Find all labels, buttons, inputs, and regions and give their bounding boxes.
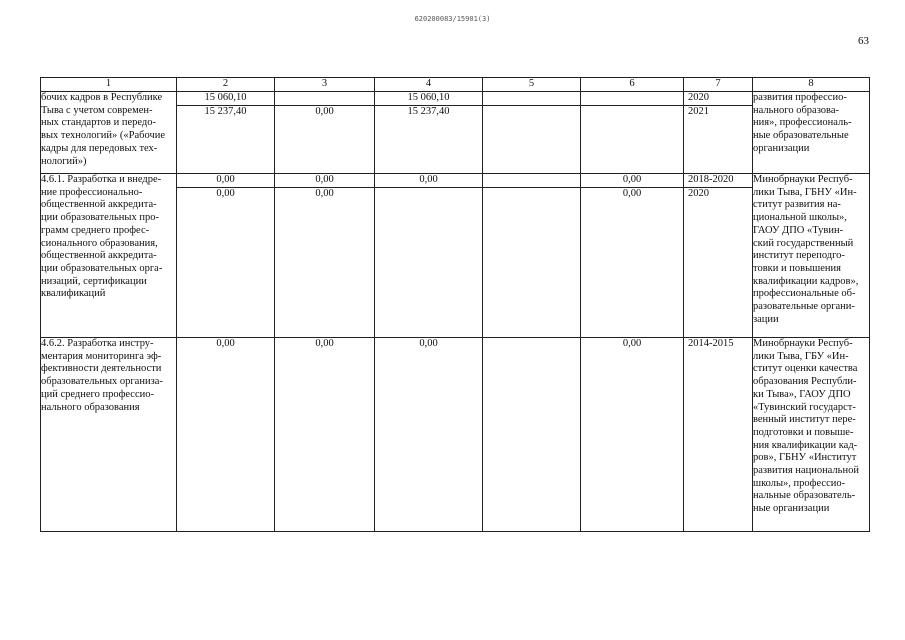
text-line: образовательных организа- [41, 376, 163, 388]
cell-col-8 [753, 174, 870, 338]
column-header: 6 [581, 78, 684, 92]
period-value: 2021 [688, 105, 709, 117]
cell-col-5 [483, 338, 581, 532]
text-line: зации [753, 313, 779, 325]
text-line: вых технологий» («Рабочие [41, 130, 166, 142]
amount-value: 15 237,40 [204, 105, 247, 117]
text-line: ции образовательных орга- [41, 262, 163, 274]
amount-value: 0,00 [216, 187, 235, 199]
amount-value [275, 92, 374, 106]
amount-value: 0,00 [419, 338, 438, 349]
amount-value: 15 060,10 [177, 92, 274, 106]
column-header: 4 [375, 78, 483, 92]
text-line: сионального образования, [41, 237, 158, 249]
text-line: ции образовательных про- [41, 212, 159, 224]
text-line: образования Республи- [753, 376, 857, 388]
page-number: 63 [858, 35, 869, 47]
text-line: квалификаций [41, 288, 106, 300]
cell-col-5 [483, 92, 581, 174]
cell-col-1 [41, 174, 177, 338]
text-line: фективности деятельности [41, 363, 162, 375]
amount-value [375, 188, 482, 201]
cell-col-8 [753, 92, 870, 174]
column-number-row [41, 78, 870, 92]
column-header: 8 [753, 78, 870, 92]
amount-value: 0,00 [315, 338, 334, 349]
text-line: циональной школы», [753, 212, 847, 224]
text-line: ные организации [753, 503, 830, 515]
table-row [41, 338, 870, 532]
text-line: ститут оценки качества [753, 363, 858, 375]
amount-value [483, 174, 580, 188]
text-line: подготовки и повыше- [753, 426, 854, 438]
text-line: организации [753, 142, 810, 154]
text-line: ных стандартов и передо- [41, 117, 156, 129]
text-line: ров», ГБНУ «Институт [753, 452, 857, 464]
text-line: нального образования [41, 401, 140, 413]
text-line: «Тувинский государст- [753, 401, 856, 413]
text-line: 4.6.1. Разработка и внедре- [41, 174, 162, 185]
text-line: общественной аккредита- [41, 199, 157, 211]
period-value: 2020 [684, 92, 752, 106]
cell-col-1 [41, 338, 177, 532]
text-line: разовательные органи- [753, 301, 855, 313]
amount-value [483, 106, 580, 119]
text-line: общественной аккредита- [41, 250, 157, 262]
amount-value [483, 338, 580, 351]
cell-col-7 [684, 174, 753, 338]
text-line: кадры для передовых тех- [41, 142, 158, 154]
cell-col-3 [275, 174, 375, 338]
cell-col-1 [41, 92, 177, 174]
text-line: Тыва с учетом современ- [41, 104, 153, 116]
text-line: ский государственный [753, 237, 854, 249]
cell-col-6 [581, 92, 684, 174]
text-line: школы», профессио- [753, 477, 846, 489]
cell-col-2 [177, 338, 275, 532]
text-line: ститут развития на- [753, 199, 841, 211]
text-line: грамм среднего профес- [41, 224, 150, 236]
cell-col-3 [275, 338, 375, 532]
period-value: 2014-2015 [688, 338, 734, 349]
amount-value: 0,00 [375, 174, 482, 188]
amount-value: 15 060,10 [375, 92, 482, 106]
cell-col-6 [581, 338, 684, 532]
column-header: 1 [41, 78, 177, 92]
text-line: товки и повышения [753, 262, 841, 274]
text-line: профессиональные об- [753, 288, 856, 300]
period-value: 2018-2020 [684, 174, 752, 188]
text-line: 4.6.2. Разработка инстру- [41, 338, 154, 349]
document-id: 620200083/15901(3) [414, 15, 491, 23]
amount-value: 0,00 [275, 174, 374, 188]
text-line: нального образова- [753, 104, 840, 116]
text-line: ния», профессиональ- [753, 117, 852, 129]
text-line: ние профессионально- [41, 186, 143, 198]
text-line: квалификации кадров», [753, 275, 859, 287]
amount-value: 15 237,40 [407, 105, 450, 117]
period-value: 2020 [688, 187, 709, 199]
amount-value: 0,00 [315, 187, 334, 199]
text-line: ния квалификации кад- [753, 439, 858, 451]
column-header: 5 [483, 78, 581, 92]
text-line: Минобрнауки Респуб- [753, 338, 853, 349]
cell-col-7 [684, 92, 753, 174]
text-line: ные образовательные [753, 130, 849, 142]
amount-value [581, 92, 683, 106]
program-table [40, 77, 870, 532]
cell-col-4 [375, 338, 483, 532]
text-line: ций среднего профессио- [41, 388, 154, 400]
cell-col-3 [275, 92, 375, 174]
cell-col-6 [581, 174, 684, 338]
text-line: низаций, сертификации [41, 275, 147, 287]
column-header: 2 [177, 78, 275, 92]
table-row [41, 92, 870, 174]
text-line: лики Тыва, ГБУ «Ин- [753, 350, 849, 362]
column-header: 3 [275, 78, 375, 92]
table-row [41, 174, 870, 338]
amount-value: 0,00 [622, 187, 642, 199]
cell-col-8 [753, 338, 870, 532]
text-line: ментария мониторинга эф- [41, 350, 162, 362]
cell-col-4 [375, 92, 483, 174]
amount-value [581, 106, 683, 119]
amount-value [483, 92, 580, 106]
amount-value: 0,00 [216, 338, 235, 349]
text-line: ГАОУ ДПО «Тувин- [753, 224, 844, 236]
text-line: институт переподго- [753, 250, 845, 262]
text-line: Минобрнауки Респуб- [753, 174, 853, 185]
cell-col-4 [375, 174, 483, 338]
amount-value [483, 188, 580, 201]
column-header: 7 [684, 78, 753, 92]
text-line: нальные образователь- [753, 490, 856, 502]
text-line: лики Тыва, ГБНУ «Ин- [753, 186, 857, 198]
amount-value: 0,00 [315, 105, 334, 117]
cell-col-2 [177, 174, 275, 338]
text-line: развития профессио- [753, 92, 847, 103]
text-line: венный институт пере- [753, 414, 856, 426]
text-line: нологий») [41, 155, 87, 167]
text-line: бочих кадров в Республике [41, 92, 163, 103]
cell-col-5 [483, 174, 581, 338]
amount-value: 0,00 [177, 174, 274, 188]
text-line: ки Тыва», ГАОУ ДПО [753, 388, 851, 400]
amount-value: 0,00 [581, 174, 683, 188]
text-line: развития национальной [753, 465, 859, 477]
cell-col-7 [684, 338, 753, 532]
cell-col-2 [177, 92, 275, 174]
amount-value: 0,00 [622, 338, 642, 349]
